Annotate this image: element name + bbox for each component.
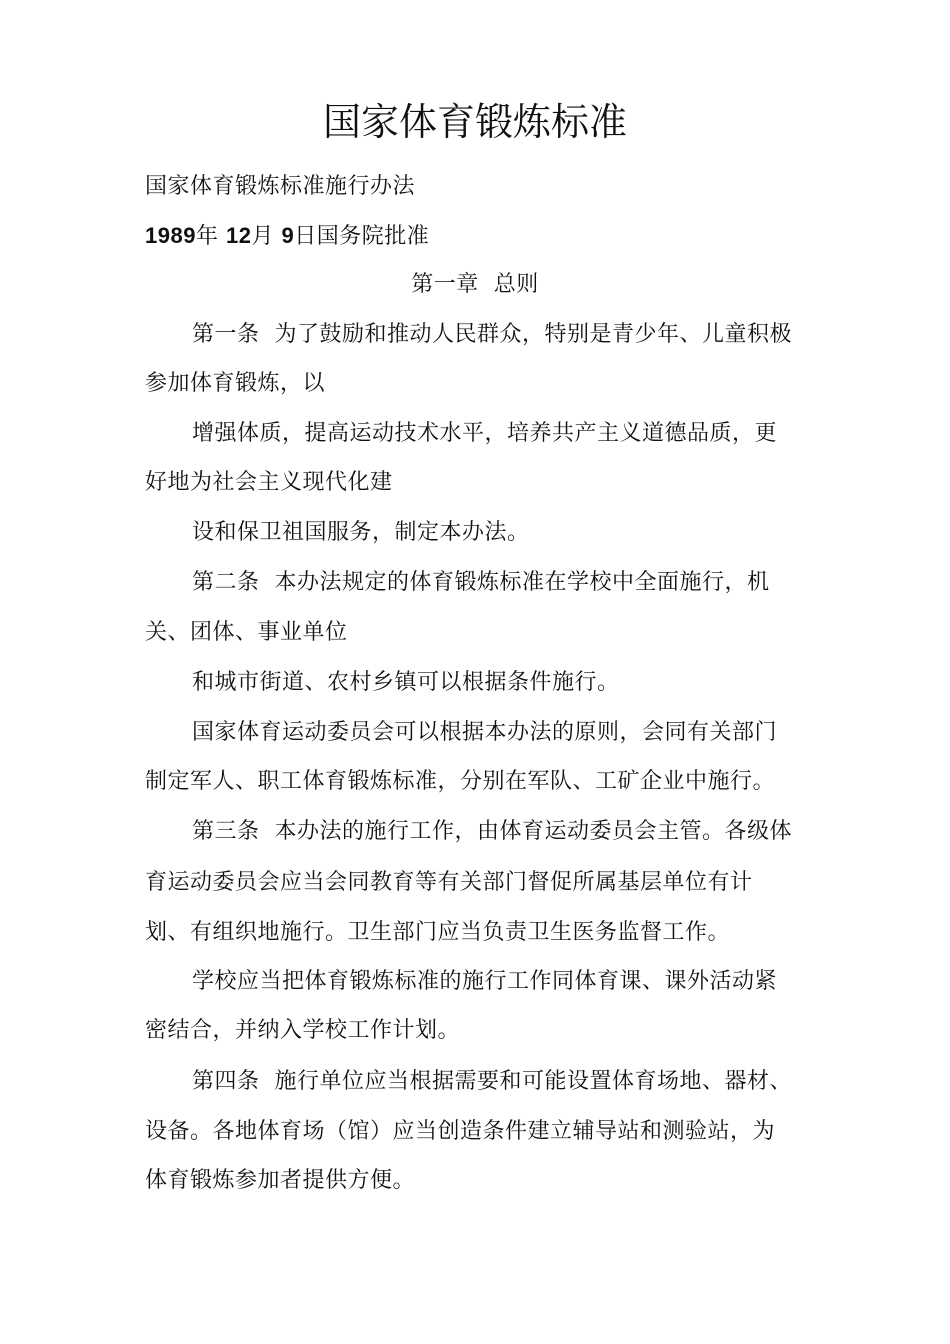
text-line: 制定军人、职工体育锻炼标准，分别在军队、工矿企业中施行。 bbox=[145, 769, 776, 794]
approval-month-suffix: 月 bbox=[251, 224, 274, 249]
chapter-heading: 第一章 总则 bbox=[411, 272, 539, 297]
text-line: 设备。各地体育场（馆）应当创造条件建立辅导站和测验站，为 bbox=[145, 1119, 776, 1144]
approval-line bbox=[145, 221, 429, 252]
text-line: 划、有组织地施行。卫生部门应当负责卫生医务监督工作。 bbox=[145, 920, 731, 945]
text-line: 第一条 为了鼓励和推动人民群众，特别是青少年、儿童积极 bbox=[192, 322, 792, 347]
text-line: 育运动委员会应当会同教育等有关部门督促所属基层单位有计 bbox=[145, 870, 753, 895]
text-line: 第四条 施行单位应当根据需要和可能设置体育场地、器材、 bbox=[192, 1069, 792, 1094]
approval-day: 9 bbox=[281, 223, 295, 248]
text-line: 第二条 本办法规定的体育锻炼标准在学校中全面施行，机 bbox=[192, 570, 770, 595]
approval-day-suffix: 日国务院批准 bbox=[294, 224, 430, 249]
text-line: 密结合，并纳入学校工作计划。 bbox=[145, 1018, 461, 1043]
text-line: 学校应当把体育锻炼标准的施行工作同体育课、课外活动紧 bbox=[192, 969, 778, 994]
text-line: 和城市街道、农村乡镇可以根据条件施行。 bbox=[192, 670, 620, 695]
text-line: 国家体育运动委员会可以根据本办法的原则，会同有关部门 bbox=[192, 720, 778, 745]
text-line: 体育锻炼参加者提供方便。 bbox=[145, 1168, 416, 1193]
subtitle: 国家体育锻炼标准施行办法 bbox=[145, 174, 416, 199]
text-line: 参加体育锻炼，以 bbox=[145, 371, 326, 396]
text-line: 第三条 本办法的施行工作，由体育运动委员会主管。各级体 bbox=[192, 819, 792, 844]
approval-month: 12 bbox=[225, 223, 252, 248]
text-line: 关、团体、事业单位 bbox=[145, 620, 348, 645]
approval-year-suffix: 年 bbox=[195, 224, 219, 249]
text-line: 设和保卫祖国服务，制定本办法。 bbox=[192, 520, 530, 545]
text-line: 增强体质，提高运动技术水平，培养共产主义道德品质，更 bbox=[192, 421, 778, 446]
approval-year: 1989 bbox=[145, 223, 196, 248]
text-line: 好地为社会主义现代化建 bbox=[145, 470, 393, 495]
document-title: 国家体育锻炼标准 bbox=[322, 100, 627, 144]
